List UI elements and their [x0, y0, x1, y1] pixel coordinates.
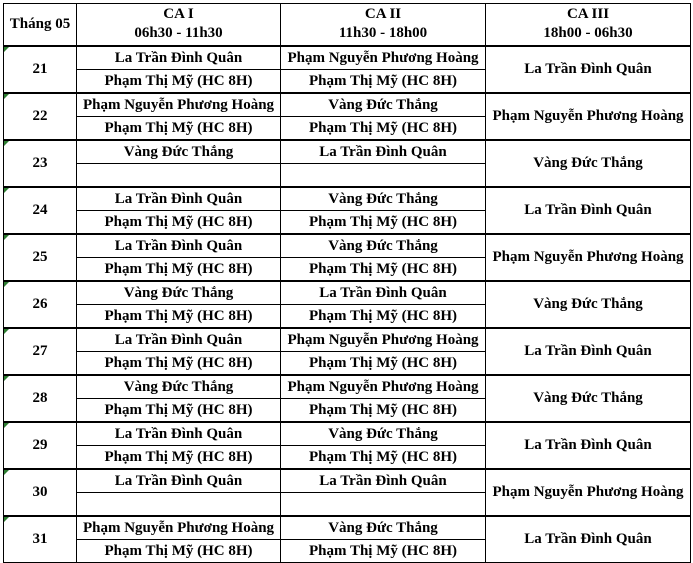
day-cell: 22 — [4, 93, 77, 140]
day-cell: 24 — [4, 187, 77, 234]
ca1-staff-secondary — [77, 163, 281, 187]
ca2-staff-secondary: Phạm Thị Mỹ (HC 8H) — [281, 257, 486, 281]
ca3-staff: La Trần Đình Quân — [486, 516, 691, 563]
table-row — [4, 375, 691, 399]
shift-header-ca1 — [77, 4, 281, 46]
table-row — [4, 46, 691, 70]
ca2-staff-primary: Phạm Nguyễn Phương Hoàng — [281, 328, 486, 352]
ca2-staff-primary: La Trần Đình Quân — [281, 469, 486, 493]
ca1-staff-primary: Vàng Đức Thắng — [77, 281, 281, 305]
day-cell: 31 — [4, 516, 77, 563]
ca3-staff: La Trần Đình Quân — [486, 328, 691, 375]
ca1-staff-primary: Phạm Nguyễn Phương Hoàng — [77, 516, 281, 540]
ca1-staff-secondary: Phạm Thị Mỹ (HC 8H) — [77, 257, 281, 281]
ca2-staff-secondary: Phạm Thị Mỹ (HC 8H) — [281, 210, 486, 234]
ca3-staff: Vàng Đức Thắng — [486, 281, 691, 328]
ca1-staff-primary: Phạm Nguyễn Phương Hoàng — [77, 93, 281, 117]
ca2-staff-primary: Vàng Đức Thắng — [281, 234, 486, 258]
ca1-staff-primary: La Trần Đình Quân — [77, 469, 281, 493]
month-header: Tháng 05 — [4, 4, 77, 46]
ca2-staff-primary: La Trần Đình Quân — [281, 281, 486, 305]
day-cell: 23 — [4, 140, 77, 187]
shift-name: CA III — [566, 6, 610, 23]
ca3-staff: Phạm Nguyễn Phương Hoàng — [486, 469, 691, 516]
ca1-staff-secondary: Phạm Thị Mỹ (HC 8H) — [77, 304, 281, 328]
table-row — [4, 187, 691, 211]
ca2-staff-secondary: Phạm Thị Mỹ (HC 8H) — [281, 539, 486, 562]
day-cell: 29 — [4, 422, 77, 469]
ca1-staff-secondary: Phạm Thị Mỹ (HC 8H) — [77, 351, 281, 375]
ca3-staff: Vàng Đức Thắng — [486, 375, 691, 422]
ca2-staff-secondary: Phạm Thị Mỹ (HC 8H) — [281, 116, 486, 140]
shift-header-ca2 — [281, 4, 486, 46]
table-row — [4, 140, 691, 164]
ca3-staff: Phạm Nguyễn Phương Hoàng — [486, 234, 691, 281]
ca2-staff-primary: Vàng Đức Thắng — [281, 422, 486, 446]
ca1-staff-secondary: Phạm Thị Mỹ (HC 8H) — [77, 539, 281, 562]
shift-name: CA I — [163, 6, 194, 23]
ca1-staff-primary: La Trần Đình Quân — [77, 328, 281, 352]
ca1-staff-secondary: Phạm Thị Mỹ (HC 8H) — [77, 69, 281, 93]
table-row — [4, 93, 691, 117]
table-row — [4, 281, 691, 305]
table-row — [4, 469, 691, 493]
schedule-table — [3, 3, 691, 563]
ca1-staff-primary: La Trần Đình Quân — [77, 234, 281, 258]
ca3-staff: Vàng Đức Thắng — [486, 140, 691, 187]
table-row — [4, 328, 691, 352]
ca2-staff-secondary — [281, 492, 486, 516]
ca1-staff-primary: La Trần Đình Quân — [77, 187, 281, 211]
ca2-staff-primary: La Trần Đình Quân — [281, 140, 486, 164]
ca2-staff-secondary: Phạm Thị Mỹ (HC 8H) — [281, 398, 486, 422]
ca1-staff-secondary — [77, 492, 281, 516]
ca2-staff-secondary: Phạm Thị Mỹ (HC 8H) — [281, 351, 486, 375]
schedule-body — [4, 46, 691, 563]
ca1-staff-secondary: Phạm Thị Mỹ (HC 8H) — [77, 445, 281, 469]
ca1-staff-secondary: Phạm Thị Mỹ (HC 8H) — [77, 116, 281, 140]
ca2-staff-primary: Phạm Nguyễn Phương Hoàng — [281, 375, 486, 399]
shift-time: 11h30 - 18h00 — [338, 25, 428, 42]
ca1-staff-primary: Vàng Đức Thắng — [77, 375, 281, 399]
ca2-staff-primary: Vàng Đức Thắng — [281, 187, 486, 211]
ca3-staff: La Trần Đình Quân — [486, 187, 691, 234]
ca2-staff-secondary — [281, 163, 486, 187]
ca3-staff: Phạm Nguyễn Phương Hoàng — [486, 93, 691, 140]
ca2-staff-secondary: Phạm Thị Mỹ (HC 8H) — [281, 445, 486, 469]
day-cell: 21 — [4, 46, 77, 93]
ca2-staff-primary: Vàng Đức Thắng — [281, 516, 486, 540]
ca2-staff-secondary: Phạm Thị Mỹ (HC 8H) — [281, 304, 486, 328]
shift-time: 18h00 - 06h30 — [543, 25, 633, 42]
table-row — [4, 422, 691, 446]
ca3-staff: La Trần Đình Quân — [486, 46, 691, 93]
day-cell: 28 — [4, 375, 77, 422]
ca2-staff-primary: Phạm Nguyễn Phương Hoàng — [281, 46, 486, 70]
ca1-staff-primary: Vàng Đức Thắng — [77, 140, 281, 164]
day-cell: 26 — [4, 281, 77, 328]
shift-name: CA II — [364, 6, 402, 23]
ca2-staff-secondary: Phạm Thị Mỹ (HC 8H) — [281, 69, 486, 93]
ca1-staff-primary: La Trần Đình Quân — [77, 422, 281, 446]
ca1-staff-primary: La Trần Đình Quân — [77, 46, 281, 70]
ca1-staff-secondary: Phạm Thị Mỹ (HC 8H) — [77, 210, 281, 234]
day-cell: 30 — [4, 469, 77, 516]
shift-header-ca3 — [486, 4, 691, 46]
table-row — [4, 234, 691, 258]
day-cell: 25 — [4, 234, 77, 281]
table-row — [4, 516, 691, 540]
ca2-staff-primary: Vàng Đức Thắng — [281, 93, 486, 117]
shift-time: 06h30 - 11h30 — [134, 25, 223, 42]
day-cell: 27 — [4, 328, 77, 375]
ca3-staff: La Trần Đình Quân — [486, 422, 691, 469]
ca1-staff-secondary: Phạm Thị Mỹ (HC 8H) — [77, 398, 281, 422]
schedule-header — [4, 4, 691, 46]
